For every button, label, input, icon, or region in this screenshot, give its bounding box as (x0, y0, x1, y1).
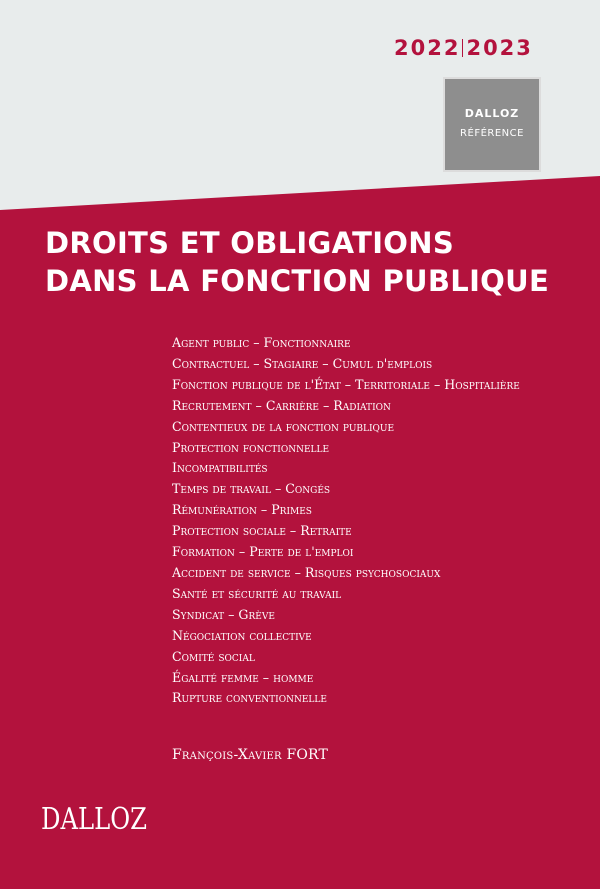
topic-item: Contractuel – Stagiaire – Cumul d'emplois (172, 355, 433, 371)
book-title (45, 224, 585, 300)
topic-item: Négociation collective (172, 627, 312, 643)
topic-item: Protection fonctionnelle (172, 439, 330, 455)
topic-item: Fonction publique de l'État – Territoriale – Hospitalière (172, 376, 520, 392)
edition-year-start: 2022 (394, 36, 461, 60)
topic-item: Incompatibilités (172, 460, 268, 476)
edition-year (394, 36, 533, 60)
topic-item: Égalité femme – homme (172, 669, 314, 685)
topic-item: Protection sociale – Retraite (172, 523, 352, 539)
topic-item: Rupture conventionnelle (172, 690, 327, 706)
topics-list (172, 333, 592, 709)
book-title-line-2: DANS LA FONCTION PUBLIQUE (45, 264, 550, 298)
publisher-logo-text: DALLOZ (41, 802, 147, 837)
publisher-logo (41, 798, 151, 838)
topic-item: Comité social (172, 648, 255, 664)
topic-item: Temps de travail – Congés (172, 481, 331, 497)
edition-year-end: 2023 (466, 36, 533, 60)
series-collection: RÉFÉRENCE (460, 128, 524, 139)
series-brand: DALLOZ (464, 107, 520, 120)
edition-year-separator (462, 39, 463, 57)
topic-item: Santé et sécurité au travail (172, 585, 342, 601)
topic-item: Agent public – Fonctionnaire (172, 335, 351, 350)
topic-item: Contentieux de la fonction publique (172, 418, 395, 434)
book-title-line-1: DROITS ET OBLIGATIONS (45, 226, 455, 260)
topic-item: Rémunération – Primes (172, 502, 312, 518)
series-badge (443, 77, 541, 172)
topic-item: Syndicat – Grève (172, 606, 275, 622)
author-name: François-Xavier FORT (172, 747, 329, 763)
topic-item: Recrutement – Carrière – Radiation (172, 397, 391, 413)
topic-item: Formation – Perte de l'emploi (172, 544, 354, 560)
topic-item: Accident de service – Risques psychosociaux (172, 564, 441, 580)
